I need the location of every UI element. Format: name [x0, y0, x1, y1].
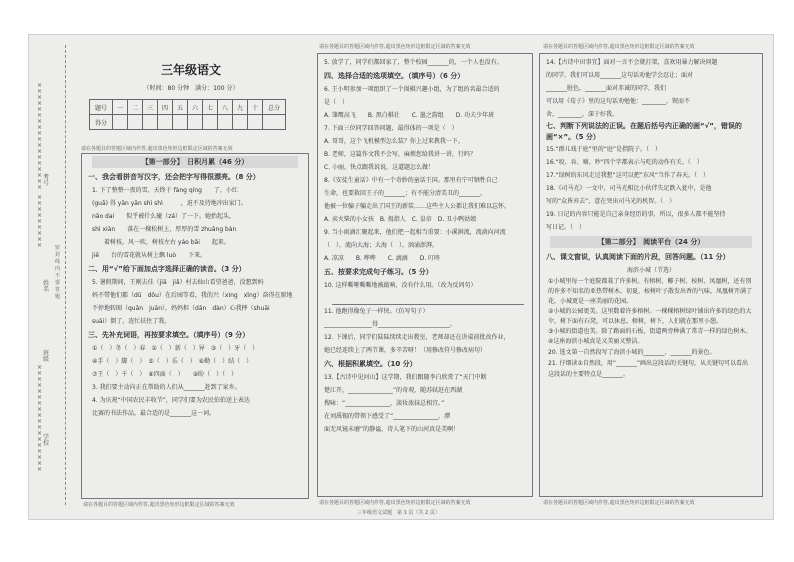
passage-title: 海滨小城（节选） [626, 267, 675, 274]
q20-line[interactable]: 20. 选文第一自然段写了海滨小城的_______、_______的景色。 [548, 349, 716, 356]
q3-line[interactable]: ④手（ ）脚（ ） ⑤（ ）乐（ ） ⑥勤（ ）结（ ） [92, 358, 253, 365]
notice-col3: 请在各题目的答题区域内作答,超出黑色矩形边框限定区域的答案无效 [543, 44, 695, 50]
q7-line[interactable]: 写的“众皆弃去”，意在突出司马光的机智。（ ） [546, 198, 676, 205]
binding-x-marks-mid: ××××××××× [37, 194, 43, 249]
exam-title: 三年级语文 [160, 63, 221, 77]
score-cell[interactable] [218, 115, 233, 130]
score-col-8: 八 [218, 100, 233, 115]
column-middle [317, 35, 535, 519]
q2-line[interactable]: 不停地转圈（quān juān），妈妈担（dān dàn）心我摔（shuāi [92, 305, 270, 312]
notice-col1-bottom: 请在各题目的答题区域内作答,超出黑色矩形边框限定区域的答案无效 [83, 502, 235, 508]
seal-line-text: 密 封 线 内 不 要 答 题 [55, 245, 61, 300]
q4-line[interactable]: 他被一位骗子骗走出了国王的新装……这些主人公都让我们难以忘怀。 [324, 203, 511, 210]
q3-line[interactable]: ⑦王（ ）千（ ） ⑧四面（ ） ⑨盼（ ）（ ） [92, 371, 238, 378]
q4-line[interactable]: C. 小丽，快点跟我说说，这道题怎么做！ [324, 164, 435, 171]
q5-line: 她已经连续上了两节课，多辛苦呀！（用修改符号修改病句） [324, 347, 487, 354]
q6-line[interactable]: 13.【古诗中见河山】这学期，我们跟随李白欣赏了“天门中断 [324, 374, 487, 381]
q2-line[interactable]: suāi）倒了，连忙扶住了我。 [92, 318, 171, 325]
exam-info: （时间：80 分钟 满分：100 分） [143, 85, 239, 92]
answer-box-col2 [317, 53, 533, 497]
q1-line[interactable]: (guā) 得 yān yān shì shì ，迫不及待地冲出家门。 [92, 200, 247, 207]
q4-line[interactable]: B. 老师，这篇作文我不会写，麻烦您给我讲一讲，行吗？ [324, 151, 476, 158]
school-label: 学校 [43, 434, 50, 447]
score-cell[interactable] [143, 115, 158, 130]
passage-paragraph: ④这座海滨小城真是又美丽又整洁。 [548, 338, 644, 345]
q4-line[interactable]: 8.《安徒生童话》中有一个奇妙的童话王国。那里有宁可牺牲自己 [324, 177, 498, 184]
score-col-1: 一 [113, 100, 128, 115]
q4-line[interactable]: 7. 下面三位同学回答问题，最得体的一项是（ ） [324, 125, 458, 132]
score-cell[interactable] [263, 115, 286, 130]
q1-line[interactable]: shì xiàn 落在一棵松树上，厚厚的雪 zhuāng bàn [92, 226, 237, 233]
q14-line[interactable]: _______脏色，_______面对赤诚的同学，我们 [546, 85, 667, 92]
score-cell[interactable] [233, 115, 248, 130]
part2-title: 【第二部分】 阅读平台（24 分） [550, 236, 752, 248]
q3-line[interactable]: 4. 为庆祝“中国农民丰收节”，同学们要为农民伯伯送上表达 [92, 397, 250, 404]
q7-line[interactable]: 写日记。（ ） [546, 224, 586, 231]
q3-title: 三、先补充词语，再按要求填空。（填序号）（9 分） [88, 331, 250, 339]
q1-line[interactable]: jiē 台的雪花就从树上飘 luò 下来。 [92, 252, 207, 259]
score-header-label: 题号 [90, 100, 113, 115]
notice-col1: 请在各题目的答题区域内作答,超出黑色矩形边框限定区域的答案无效 [81, 146, 233, 152]
q3-line[interactable]: 3. 我们要主动向正在帮助的人们从_______赶到了家乡。 [92, 384, 241, 391]
column-left [71, 35, 311, 519]
name-label: 姓名 [43, 280, 50, 293]
q4-line[interactable]: A. 卖火柴的小女孩 B. 拇指人 C. 皇帝 D. 丑小鸭姑娘 [324, 216, 477, 223]
q1-line[interactable]: 1. 下了整整一夜的雪，天终于 fàng qíng 了，小红 [92, 187, 238, 194]
score-col-7: 七 [203, 100, 218, 115]
q7-line[interactable]: 16.“咬、吞、嘀、吵”四个字都表示与吃的动作有关。（ ） [546, 159, 703, 166]
score-col-4: 四 [158, 100, 173, 115]
q8-title: 八、课文窗说，认真阅读下面的片段，回答问题。（11 分） [546, 253, 730, 261]
q4-line[interactable]: 是（ ） [324, 99, 349, 106]
q1-line[interactable]: nǎo dai 似乎被什么碰（zá）了一下。她抬起头， [92, 213, 236, 220]
q4-line[interactable]: 生命，也要救回王子的_______；有不能分清美丑的_______， [324, 190, 487, 197]
score-col-2: 二 [128, 100, 143, 115]
q6-title: 六、根据积累填空。（10 分） [324, 360, 417, 368]
part1-title: 【第一部分】 日积月累（46 分） [92, 156, 298, 168]
answer-box-col3 [539, 53, 763, 497]
score-cell[interactable] [173, 115, 188, 130]
score-col-9: 九 [233, 100, 248, 115]
notice-col3-bottom: 请在各题目的答题区域内作答,超出黑色矩形边框限定区域的答案无效 [543, 500, 695, 506]
q5-line: 12. 下课后，同学们陆陆续续走出教室，老师却还在讲桌前批改作业， [324, 334, 510, 341]
q5-fill-line[interactable]: 5. 放学了，同学们都回家了，整个校园_______的，一个人也没有。 [324, 59, 503, 66]
binding-x-marks-top: ×××××××××××××××××× [37, 82, 43, 191]
score-col-6: 六 [188, 100, 203, 115]
exam-paper [28, 34, 774, 520]
q6-line[interactable]: 楚江开，_______________”的奇观，随苏轼赶在西湖 [324, 387, 463, 394]
q6-line[interactable]: 面无风镜未磨”的静谧，诗人笔下的山河真是美啊！ [324, 426, 460, 433]
answer-line[interactable] [332, 292, 524, 305]
q2-line[interactable]: 妈不带他们都（dū dōu）在后园等看，我的兴（xìng xīng）奋得在原地 [92, 292, 293, 299]
score-col-10: 十 [248, 100, 263, 115]
binding-line [65, 45, 66, 505]
q4-line[interactable]: A. 雏鹰高飞 B. 黑白棋社 C. 墨之韵组 D. 功夫少年班 [324, 112, 495, 119]
page-footer: 三年级语文试题 第 1 页（共 2 页） [357, 510, 440, 516]
q2-title: 二、用“√”给下面加点字选择正确的读音。（3 分） [88, 265, 246, 273]
q5-line: 11. 他跑得像兔子一样快。（仿写句子） [324, 308, 429, 315]
score-cell[interactable] [248, 115, 263, 130]
q3-line[interactable]: 比赛的书法作品，最合适的是_______这一词。 [92, 410, 216, 417]
score-cell[interactable] [128, 115, 143, 130]
q6-line[interactable]: 在刘禹锡的带领下感受了“_______________，潭 [324, 413, 451, 420]
notice-col2: 请在各题目的答题区域内作答,超出黑色矩形边框限定区域的答案无效 [319, 44, 471, 50]
score-cell[interactable] [158, 115, 173, 130]
q21-line[interactable]: 21. 仔细读①自然段，用“_______”画出这段话的关键句，从关键句可以看出这段话的主要特点是_______。 [548, 360, 749, 378]
q5-line[interactable]: ________________得________________________。 [324, 321, 457, 328]
score-cell[interactable] [113, 115, 128, 130]
q14-line[interactable]: 的同学，我们可以用_______这句话劝他学会忍让；面对 [546, 72, 694, 79]
notice-col2-bottom: 请在各题目的答题区域内作答,超出黑色矩形边框限定区域的答案无效 [319, 500, 471, 506]
q4-line[interactable]: A. 哥哥，这个飞机模型怎么装？你上过来教我一下。 [324, 138, 464, 145]
passage-paragraph: ②小城的公园更美。这里数着许多榕树。一棵棵榕树绿叶铺出许多的绿色的大伞，树下面有石凳，可以休息。榕树，树下，人们就在那里小憩。 [548, 308, 752, 325]
class-label: 班级 [43, 350, 50, 363]
q7-line[interactable]: 17.“绿树的东风走过我想“这可以把”东风“当作了春天。（ ） [546, 172, 709, 179]
q4-line[interactable]: （ ），流向大海；大海（ ），汹涌澎湃。 [324, 242, 439, 249]
score-total: 总分 [263, 100, 286, 115]
q7-line[interactable]: 19. 日记的内容只能是自己亲身经历的事，所以，很多人都不能坚持 [546, 211, 726, 218]
exam-id-label: 考号 [43, 174, 50, 187]
q14-line[interactable]: 可以用《荀子》里的这句话劝勉他：________，锲而不 [546, 98, 691, 105]
q1-line[interactable]: 着树枝。风一吹，树枝左右 yáo bǎi 起来。 [92, 239, 230, 246]
q5-line: 10. 这样嘶哑嘶嘶地被敲响，没有什么用。（改为反问句） [324, 282, 477, 289]
column-right [539, 35, 765, 519]
q7-title: 七、判断下列说法的正误。在题后括号内正确的画“√”，错误的画“×”。（5 分） [546, 122, 742, 141]
answer-box-col1 [81, 153, 309, 499]
q4-line[interactable]: 9. 当小雨滴汇聚起来，他们把一起相当重要：小溪涧流，流淌向河流 [324, 229, 506, 236]
q4-title: 四、选择合适的选项填空。（填序号）（6 分） [324, 72, 465, 80]
q3-line[interactable]: ①（ ）冬（ ）春 ②（ ）新（ ）异 ③（ ）牙（ ） [92, 345, 259, 352]
score-cell[interactable] [188, 115, 203, 130]
score-table [89, 99, 286, 130]
passage-paragraph: ③小城的街道也美。除了路面的石板，街道两旁种满了常青一样的绿色树木。 [548, 328, 752, 335]
binding-x-marks-bottom: ×××××××××××××××××× [37, 364, 43, 473]
score-col-5: 五 [173, 100, 188, 115]
q4-line[interactable]: 6. 王小明参加一项组织了一个围棋兴趣小组，为了组的名最合适的 [324, 86, 500, 93]
q6-line[interactable]: 搜咏：“_______________，淡妆浓抹总相宜。” [324, 400, 445, 407]
score-col-3: 三 [143, 100, 158, 115]
passage-paragraph: ①小城里每一个庭院都栽了许多树。有榕树、椰子树、桉树、凤凰树，还有别的许多不知名的亚热带树木。初夏，桉树叶子散发出香的气味，凤凰树开满了花，小城更是一座美丽的花园。 [548, 278, 753, 305]
q2-line[interactable]: 5. 暑假期间，王刚去佳（jiā jiǎ）村去仙山看望爸爸，没想到妈 [92, 279, 264, 286]
q4-line[interactable]: A. 凉凉 B. 哗哗 C. 滴滴 D. 叮咚 [324, 255, 441, 262]
q5-title: 五、按要求完成句子练习。（5 分） [324, 268, 433, 276]
q7-line[interactable]: 18.《司马光》一文中，司马光相比小伙伴失足跌入瓮中，是他 [546, 185, 712, 192]
score-cell[interactable] [203, 115, 218, 130]
q1-title: 一、我会看拼音写汉字，还会把字写得很漂亮。（8 分） [88, 173, 260, 181]
q7-line[interactable]: 15.“群儿戏于庭”里的“庭”是指院子。（ ） [546, 146, 661, 153]
score-row-label: 得分 [90, 115, 113, 130]
q14-line[interactable]: 舍，________，深于好我。 [546, 111, 619, 118]
q14-line[interactable]: 14.【古诗中田事宜】面对一言不会就打架，喜欢用暴力解决问题 [546, 59, 718, 66]
